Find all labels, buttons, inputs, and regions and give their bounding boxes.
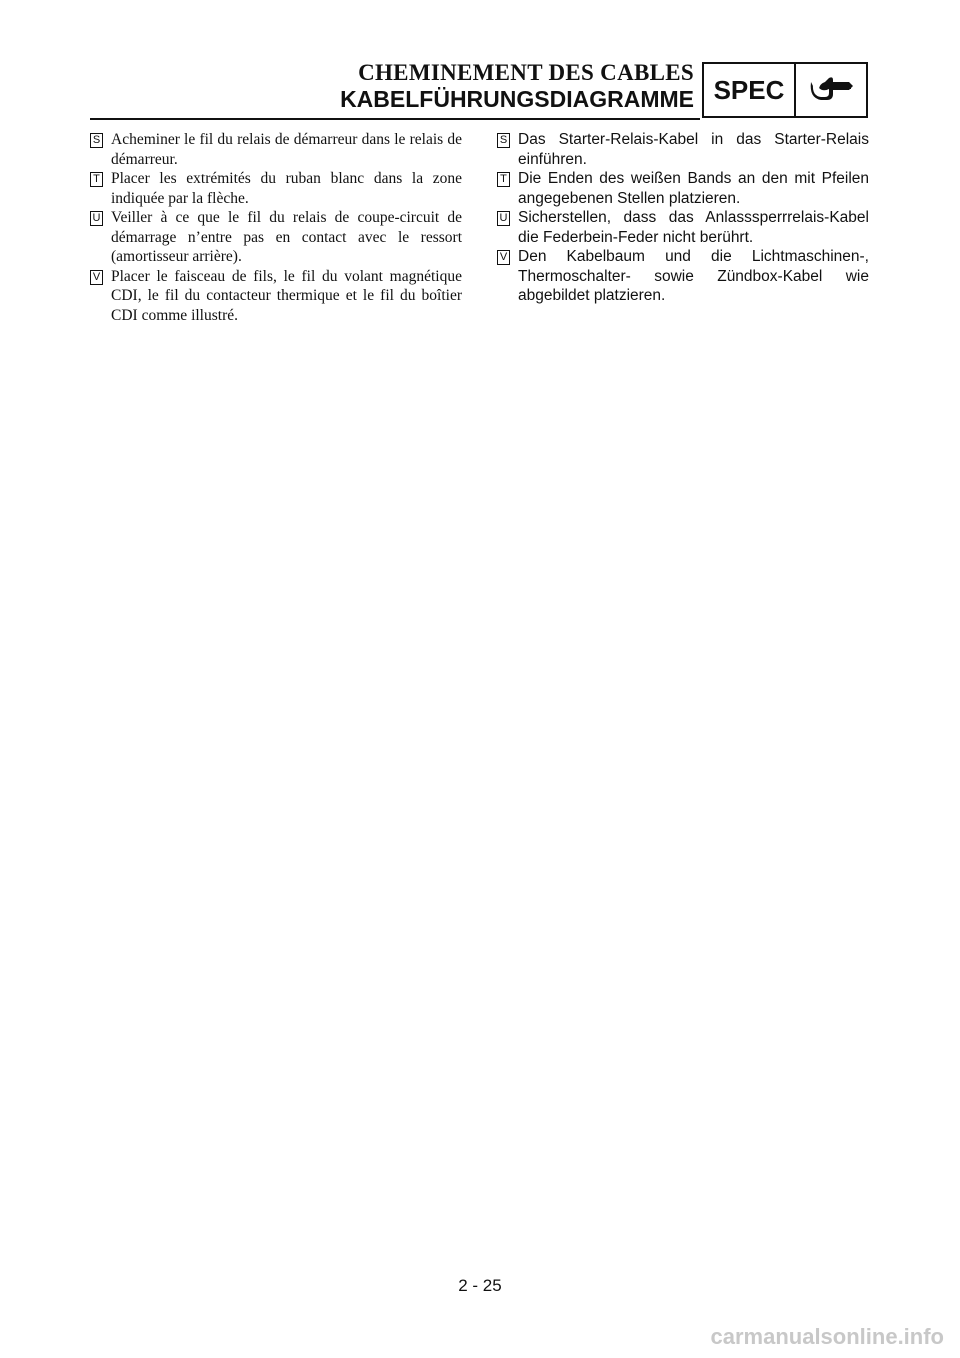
item-marker: V	[497, 250, 510, 265]
item-text: Das Starter-Relais-Kabel in das Starter-Relais einführen.	[518, 131, 869, 168]
list-item	[497, 169, 869, 208]
item-marker: T	[497, 172, 510, 187]
item-text: Veiller à ce que le fil du relais de coupe-circuit de démarrage n’entre pas en contact avec le ressort (amortisseur arrière).	[111, 209, 462, 265]
item-text: Sicherstellen, dass das Anlasssperrrelais-Kabel die Federbein-Feder nicht berührt.	[518, 209, 869, 246]
list-item	[497, 130, 869, 169]
list-item	[90, 169, 462, 208]
watermark: carmanualsonline.info	[710, 1324, 944, 1349]
list-item	[90, 208, 462, 267]
item-marker: U	[497, 211, 510, 226]
item-text: Placer le faisceau de fils, le fil du volant magnétique CDI, le fil du contacteur thermique et le fil du boîtier CDI comme illustré.	[111, 267, 462, 324]
item-text: Die Enden des weißen Bands an den mit Pfeilen angegebenen Stellen platzieren.	[518, 170, 869, 207]
french-column	[90, 130, 462, 325]
wrench-icon	[803, 72, 859, 108]
page-title-german: KABELFÜHRUNGSDIAGRAMME	[340, 86, 694, 112]
item-text: Den Kabelbaum und die Lichtmaschinen-, Thermoschalter- sowie Zündbox-Kabel wie abgebildet platzieren.	[518, 248, 869, 304]
list-item	[90, 130, 462, 169]
header-divider	[90, 118, 700, 120]
item-text: Placer les extrémités du ruban blanc dans la zone indiquée par la flèche.	[111, 170, 462, 207]
item-text: Acheminer le fil du relais de démarreur dans le relais de démarreur.	[111, 131, 462, 168]
item-marker: V	[90, 270, 103, 285]
german-column	[497, 130, 869, 306]
spec-label: SPEC	[704, 64, 796, 116]
page-title-french: CHEMINEMENT DES CABLES	[358, 60, 694, 85]
page-number: 2 - 25	[458, 1276, 502, 1295]
item-marker: T	[90, 172, 103, 187]
item-marker: U	[90, 211, 103, 226]
item-marker: S	[497, 133, 510, 148]
item-marker: S	[90, 133, 103, 148]
list-item	[497, 247, 869, 306]
list-item	[90, 267, 462, 326]
header-titles	[340, 60, 694, 112]
list-item	[497, 208, 869, 247]
spec-badge	[702, 62, 868, 118]
spec-icon-cell	[796, 64, 866, 116]
